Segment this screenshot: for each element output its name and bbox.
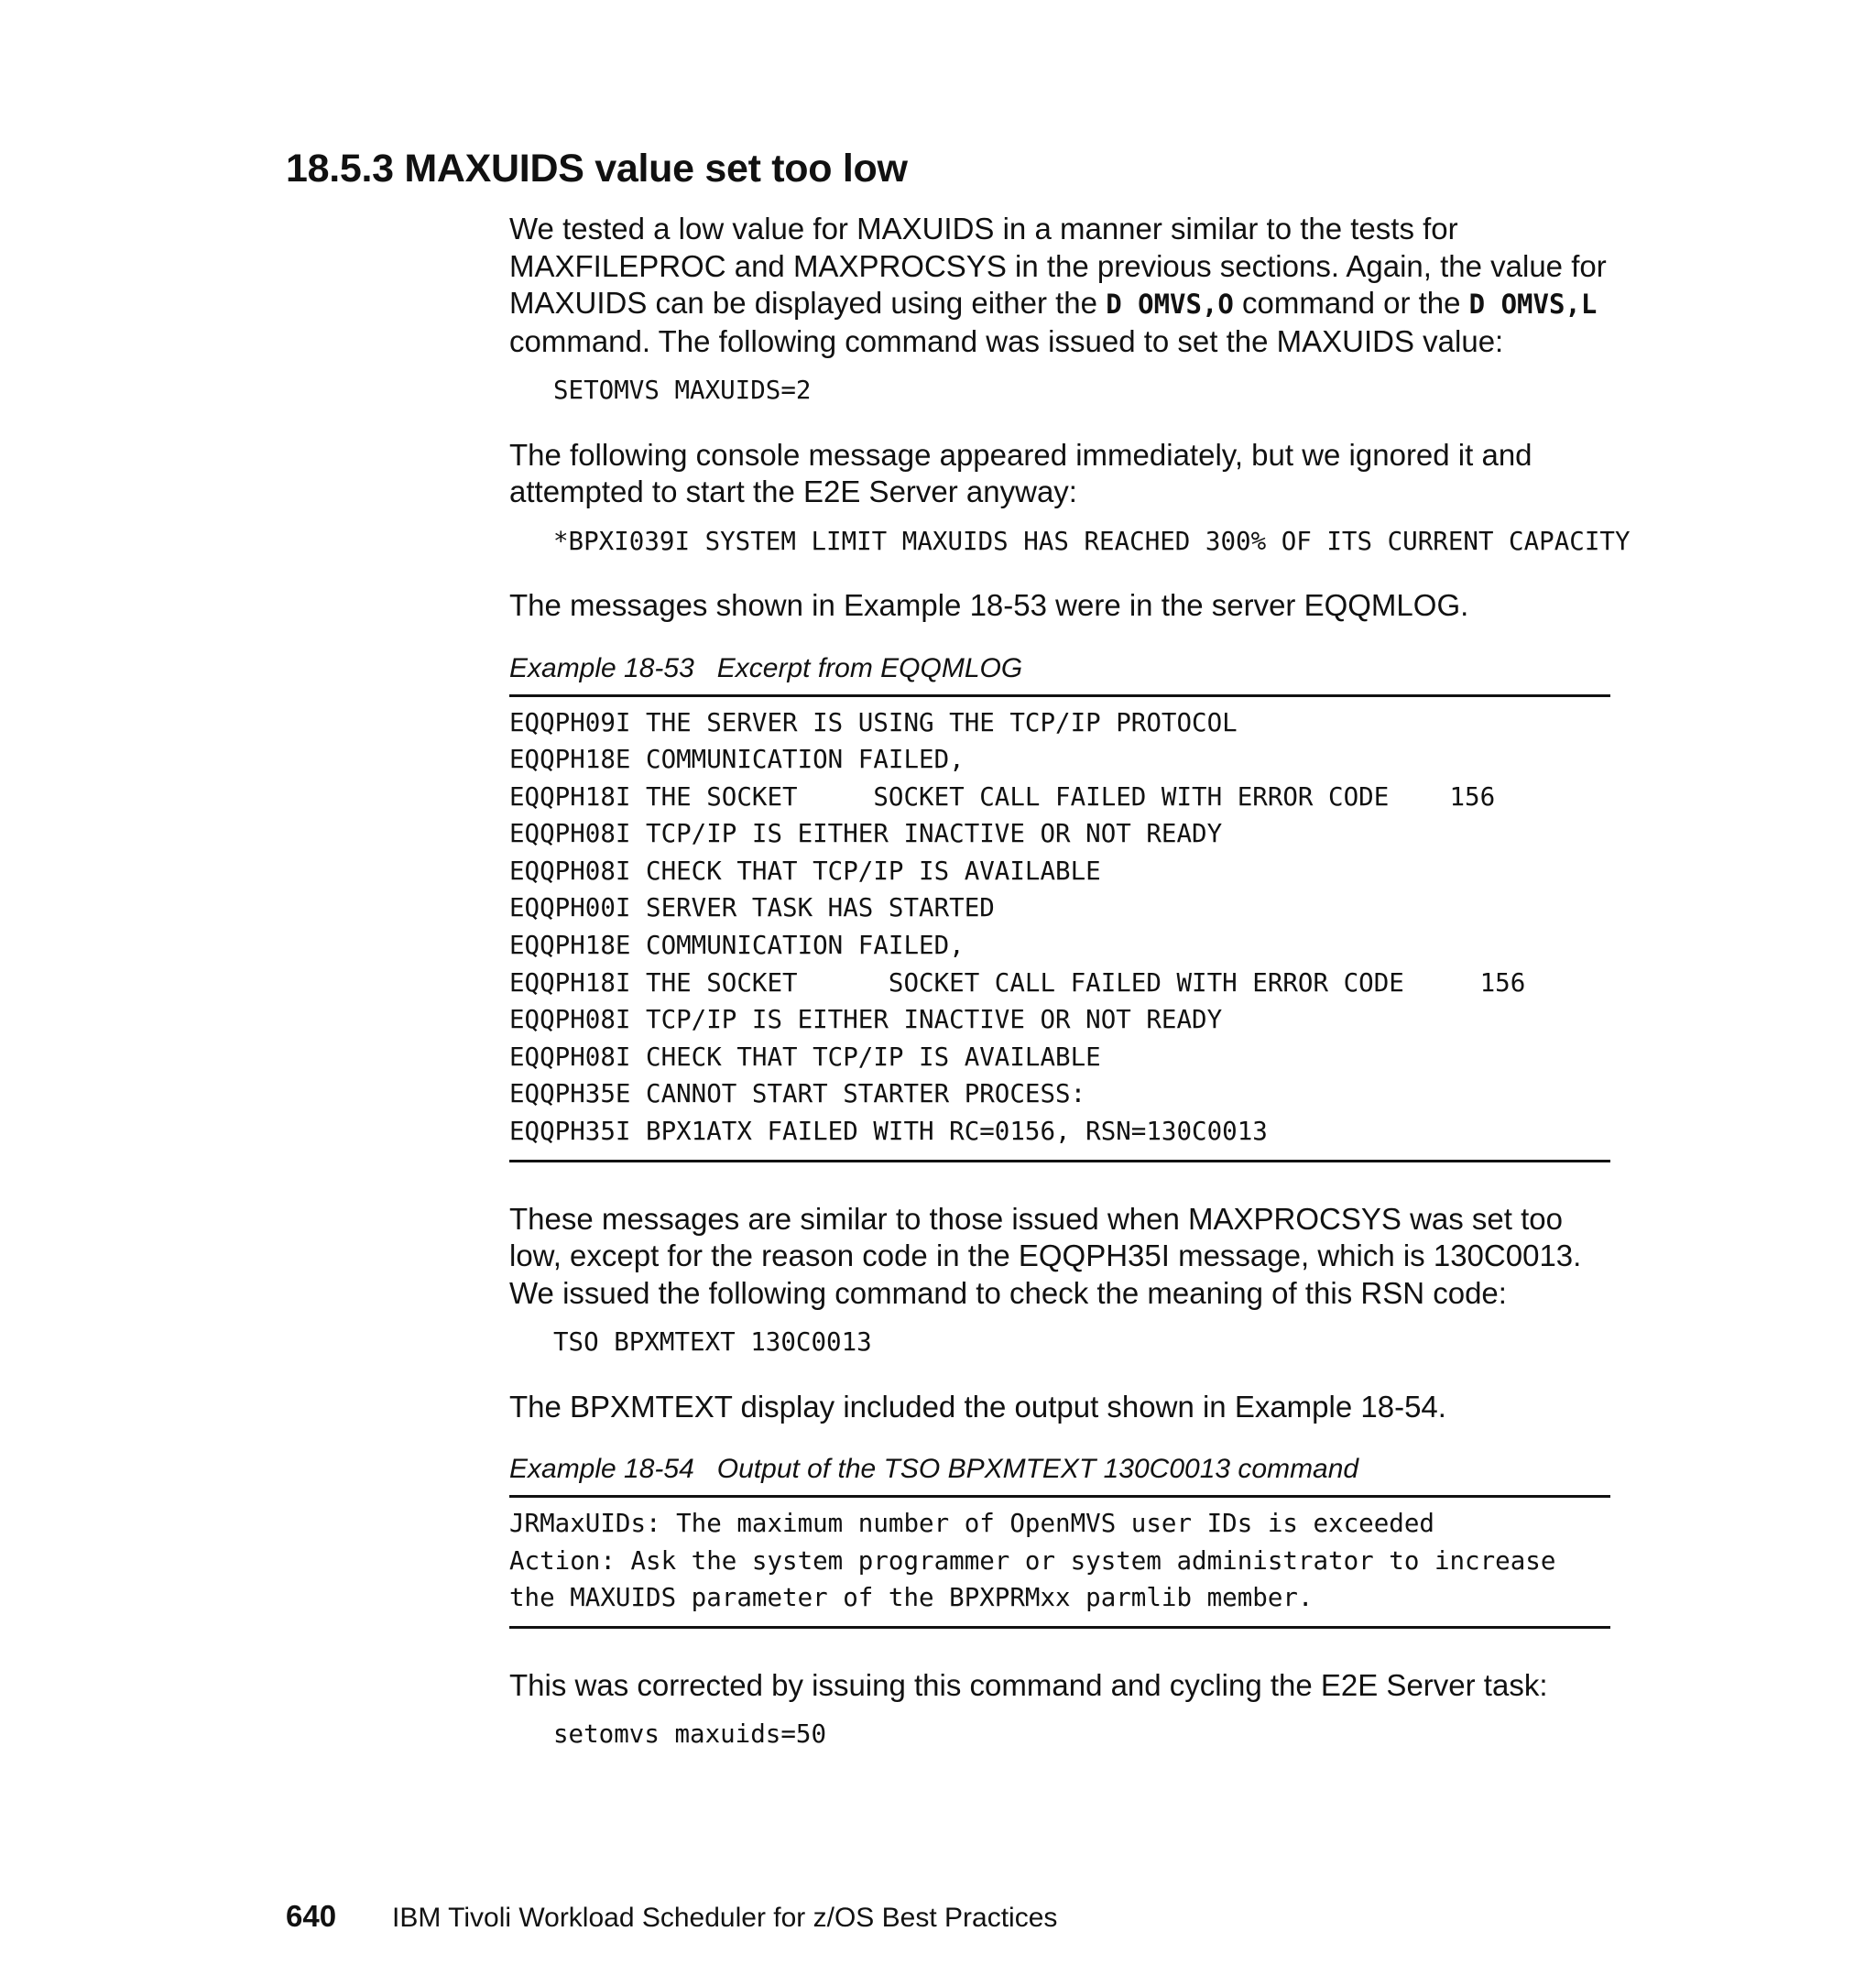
intro-paragraph: [509, 211, 1609, 360]
example-53-box: [509, 694, 1610, 1162]
example-53-line: EQQPH35I BPX1ATX FAILED WITH RC=0156, RSN=130C0013: [509, 1117, 1268, 1147]
intro-command-1: D OMVS,O: [1106, 289, 1234, 320]
example-53-line: EQQPH08I CHECK THAT TCP/IP IS AVAILABLE: [509, 1042, 1101, 1072]
example-54-line: JRMaxUIDs: The maximum number of OpenMVS user IDs is exceeded: [509, 1509, 1434, 1539]
tso-command: TSO BPXMTEXT 130C0013: [553, 1327, 872, 1358]
example-53-line: EQQPH00I SERVER TASK HAS STARTED: [509, 893, 995, 923]
example-53-line: EQQPH08I TCP/IP IS EITHER INACTIVE OR NOT READY: [509, 1005, 1223, 1035]
console-message: *BPXI039I SYSTEM LIMIT MAXUIDS HAS REACHED 300% OF ITS CURRENT CAPACITY: [553, 526, 1631, 556]
example-54-line: the MAXUIDS parameter of the BPXPRMxx parmlib member.: [509, 1583, 1314, 1613]
console-intro-paragraph: The following console message appeared immediately, but we ignored it and attempted to start the E2E Server anyway:: [509, 437, 1532, 508]
book-title: IBM Tivoli Workload Scheduler for z/OS Best Practices: [392, 1903, 1058, 1933]
fix-command: setomvs maxuids=50: [553, 1719, 827, 1750]
example-53-line: EQQPH08I TCP/IP IS EITHER INACTIVE OR NOT READY: [509, 819, 1223, 849]
example-53-line: EQQPH09I THE SERVER IS USING THE TCP/IP PROTOCOL: [509, 707, 1238, 737]
section-heading: 18.5.3 MAXUIDS value set too low: [286, 147, 908, 191]
messages-intro-paragraph: The messages shown in Example 18-53 were in the server EQQMLOG.: [509, 588, 1469, 622]
example-53-line: EQQPH18E COMMUNICATION FAILED,: [509, 931, 965, 961]
example-53-caption: Example 18-53 Excerpt from EQQMLOG: [509, 652, 1023, 683]
example-53-line: EQQPH08I CHECK THAT TCP/IP IS AVAILABLE: [509, 856, 1101, 886]
example-54-caption: Example 18-54 Output of the TSO BPXMTEXT 130C0013 command: [509, 1454, 1359, 1485]
example-54-line: Action: Ask the system programmer or system administrator to increase: [509, 1545, 1556, 1576]
page-footer: [286, 1898, 1057, 1937]
example-53-line: EQQPH18I THE SOCKET SOCKET CALL FAILED WITH ERROR CODE 156: [509, 781, 1496, 812]
example-54-box: [509, 1495, 1610, 1629]
intro-text-1: We tested a low value for MAXUIDS in a manner similar to the tests for MAXFILEPROC and MAXPROCSYS in the previous sections. Again, the value for MAXUIDS can be displayed using either the: [509, 212, 1607, 320]
page-number: 640: [286, 1899, 337, 1933]
page-body: [509, 211, 1631, 1753]
similar-paragraph: These messages are similar to those issued when MAXPROCSYS was set too low, except for the reason code in the EQQPH35I message, which is 130C0013. We issued the following command to check the meaning of this RSN code:: [509, 1201, 1582, 1310]
intro-text-2: command or the: [1233, 286, 1469, 320]
intro-command-2: D OMVS,L: [1468, 289, 1598, 320]
example-53-line: EQQPH18E COMMUNICATION FAILED,: [509, 745, 965, 775]
set-command: SETOMVS MAXUIDS=2: [553, 376, 812, 405]
corrected-paragraph: This was corrected by issuing this command and cycling the E2E Server task:: [509, 1667, 1548, 1702]
example-53-line: EQQPH18I THE SOCKET SOCKET CALL FAILED WITH ERROR CODE 156: [509, 967, 1526, 998]
example-53-line: EQQPH35E CANNOT START STARTER PROCESS:: [509, 1079, 1086, 1109]
intro-text-3: command. The following command was issued to set the MAXUIDS value:: [509, 323, 1504, 358]
bpxmtext-intro-paragraph: The BPXMTEXT display included the output shown in Example 18-54.: [509, 1389, 1446, 1424]
